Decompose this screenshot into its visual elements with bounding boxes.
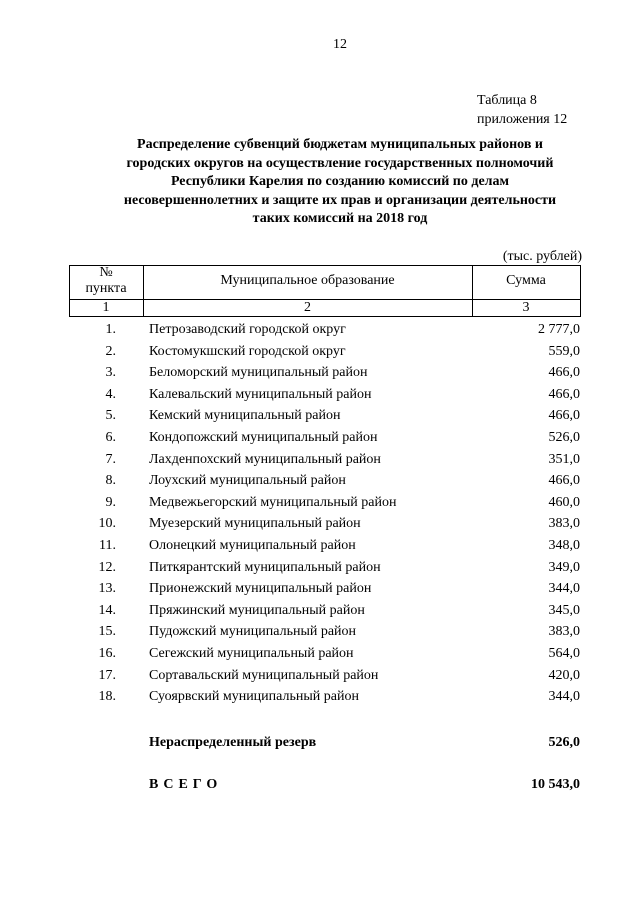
table-reference [477,91,567,129]
row-municipality: Прионежский муниципальный район [149,581,372,597]
title-line: Республики Карелия по созданию комиссий по делам [170,174,510,189]
title-line: городских округов на осуществление государственных полномочий [126,155,554,171]
row-sum: 345,0 [548,602,580,618]
row-number: 13. [98,581,116,597]
row-sum: 466,0 [548,473,580,489]
row-municipality: Сортавальский муниципальный район [149,667,379,683]
row-municipality: Пряжинский муниципальный район [149,602,365,618]
row-number: 17. [98,667,116,683]
row-sum: 564,0 [548,646,580,661]
row-sum: 559,0 [548,343,580,359]
row-municipality: Медвежьегорский муниципальный район [149,494,397,510]
header-col-index-2: 2 [304,300,311,315]
row-sum: 466,0 [548,386,580,402]
table-row [0,473,640,495]
header-bottom-border [69,316,581,317]
table-reference-line1: Таблица 8 [477,93,537,108]
row-number: 14. [98,602,116,618]
header-col-index-1: 1 [102,300,110,315]
table-row [0,408,640,430]
table-row [0,538,640,560]
row-municipality: Костомукшский городской округ [149,343,346,359]
row-municipality: Беломорский муниципальный район [149,365,368,381]
row-municipality: Лоухский муниципальный район [149,473,346,489]
table-row [0,495,640,517]
row-municipality: Суоярвский муниципальный район [149,689,359,705]
row-number: 18. [98,689,116,705]
table-row [0,668,640,690]
row-sum: 344,0 [548,689,580,705]
row-number: 6. [105,430,116,445]
reserve-sum: 526,0 [548,735,580,750]
table-row [0,387,640,409]
units-label: (тыс. рублей) [502,249,582,264]
document-title [80,136,600,229]
header-col-number [69,265,143,297]
row-municipality: Муезерский муниципальный район [149,516,361,532]
title-line: таких комиссий на 2018 год [252,211,428,226]
row-sum: 466,0 [548,365,580,381]
row-sum: 2 777,0 [538,322,580,337]
row-sum: 383,0 [548,516,580,532]
table-row [0,624,640,646]
header-col-index-3: 3 [522,300,530,315]
row-number: 11. [99,538,116,553]
table-row [0,452,640,474]
total-label: ВСЕГО [149,777,223,792]
table-row [0,322,640,344]
row-municipality: Петрозаводский городской округ [149,322,346,337]
title-line: Распределение субвенций бюджетам муниципальных районов и [137,137,543,152]
table-row [0,646,640,668]
total-sum: 10 543,0 [531,777,580,792]
title-line: несовершеннолетних и защите их прав и организации деятельности [123,192,557,208]
reserve-label: Нераспределенный резерв [149,735,317,750]
table-row [0,689,640,711]
header-col-number-line2: пункта [85,281,127,296]
row-number: 3. [105,365,116,381]
row-number: 15. [98,624,116,640]
row-number: 9. [105,494,116,510]
row-sum: 460,0 [548,494,580,510]
row-municipality: Кондопожский муниципальный район [149,430,378,445]
row-sum: 526,0 [548,430,580,445]
row-municipality: Олонецкий муниципальный район [149,538,356,553]
table-row [0,603,640,625]
row-number: 8. [105,473,116,489]
page-number: 12 [333,37,347,52]
row-sum: 351,0 [548,451,580,467]
header-right-border [580,265,581,317]
header-col-municipality: Муниципальное образование [220,273,395,288]
row-municipality: Лахденпохский муниципальный район [149,451,381,467]
row-sum: 383,0 [548,624,580,640]
table-reference-line2: приложения 12 [477,112,568,127]
row-sum: 349,0 [548,559,580,575]
header-col-number-line1: № [99,265,113,280]
row-municipality: Кемский муниципальный район [149,408,341,424]
row-municipality: Пудожский муниципальный район [149,624,357,640]
table-row [0,344,640,366]
table-row [0,560,640,582]
table-row [0,581,640,603]
table-row [0,365,640,387]
row-number: 2. [105,343,116,359]
row-number: 10. [98,516,116,532]
row-number: 5. [105,408,116,424]
row-sum: 344,0 [548,581,580,597]
row-number: 7. [105,451,116,467]
row-number: 16. [98,646,116,661]
row-municipality: Питкярантский муниципальный район [149,559,381,575]
table-row [0,430,640,452]
row-sum: 420,0 [548,667,580,683]
row-number: 12. [98,559,116,575]
header-top-border [69,265,581,266]
row-sum: 466,0 [548,408,580,424]
row-number: 1. [105,322,116,337]
table-row [0,516,640,538]
row-municipality: Калевальский муниципальный район [149,386,372,402]
row-municipality: Сегежский муниципальный район [149,646,354,661]
row-sum: 348,0 [548,538,580,553]
row-number: 4. [105,386,116,402]
header-col-sum: Сумма [506,273,546,288]
